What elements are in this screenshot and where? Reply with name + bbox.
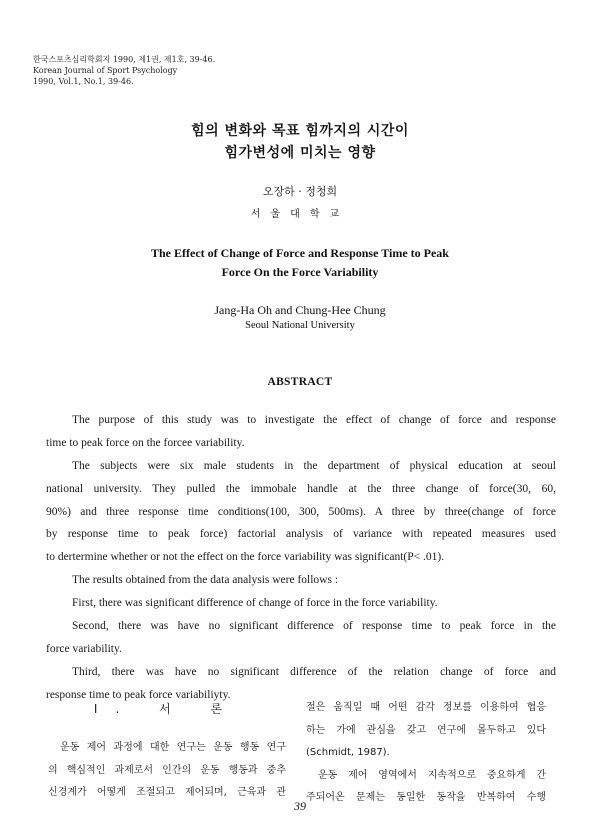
abstract-line: force variability. — [46, 642, 122, 655]
body-line: (Schmidt, 1987). — [306, 747, 390, 758]
abstract-line: 90%) and three response time conditions(100, 300, 500ms). A three by three(change of force — [46, 505, 556, 518]
body-line: 절은 움직일 때 어떤 감각 정보를 이용하여 협응 — [306, 702, 546, 713]
abstract-heading: ABSTRACT — [267, 376, 333, 388]
body-line: 운동 제어 과정에 대한 연구는 운동 행동 연구 — [60, 742, 286, 753]
english-authors: Jang-Ha Oh and Chung-Hee Chung — [214, 303, 386, 317]
abstract-line: Third, there was have no significant difference of the relation change of force and — [72, 665, 556, 678]
abstract-line: First, there was significant difference of change of force in the force variability. — [72, 597, 438, 610]
english-title — [0, 244, 600, 282]
right-column — [306, 697, 546, 810]
korean-title-line-1: 힘의 변화와 목표 힘까지의 시간이 — [191, 123, 409, 139]
korean-authors: 오장하 · 정청희 — [262, 185, 338, 198]
abstract-line: to dertermine whether or not the effect on the force variability was significant(P< .01). — [46, 551, 445, 564]
page-number: 39 — [294, 799, 306, 813]
body-line: 운동 제어 영역에서 지속적으로 중요하게 간 — [318, 769, 546, 781]
english-title-line-2: Force On the Force Variability — [221, 265, 379, 279]
left-column — [48, 697, 286, 805]
journal-name-english: Korean Journal of Sport Psychology — [33, 66, 178, 75]
body-line: 하는 가에 관심을 갖고 연구에 몰두하고 있다 — [306, 724, 546, 736]
abstract-line: by response time to peak force) factorial analysis of variance with repeated measures used — [46, 528, 556, 541]
korean-affiliation: 서울대학교 — [250, 209, 350, 220]
abstract-body — [46, 409, 556, 707]
abstract-line: The subjects were six male students in the department of physical education at seoul — [72, 459, 556, 472]
abstract-line: national university. They pulled the immobale handle at the three change of force(30, 60, — [46, 482, 556, 495]
section-spacer — [48, 721, 286, 737]
section-title-introduction: I. 서 론 — [93, 702, 241, 716]
journal-citation-korean: 한국스포츠심리학회지 1990, 제1권, 제1호, 39-46. — [33, 55, 216, 64]
korean-title — [0, 120, 600, 164]
abstract-line: The results obtained from the data analysis were follows : — [72, 574, 339, 587]
english-affiliation: Seoul National University — [245, 320, 355, 331]
abstract-line: response time to peak force variabiliyty. — [46, 688, 231, 701]
journal-header — [33, 54, 215, 87]
body-line: 주되어온 문제는 동일한 동작을 반복하여 수행 — [306, 792, 546, 803]
body-line: 신경계가 어떻게 조절되고 제어되며, 근육과 관 — [48, 787, 286, 798]
korean-title-line-2: 힘가변성에 미치는 영향 — [224, 145, 376, 161]
abstract-line: time to peak force on the forcee variability. — [46, 436, 245, 449]
abstract-line: Second, there was have no significant difference of response time to peak force in the — [72, 620, 556, 633]
english-title-line-1: The Effect of Change of Force and Response Time to Peak — [151, 246, 449, 260]
journal-volume-english: 1990, Vol.1, No.1, 39-46. — [33, 77, 134, 86]
abstract-line: The purpose of this study was to investigate the effect of change of force and response — [72, 414, 556, 426]
body-line: 의 핵심적인 과제로서 인간의 운동 행동과 중추 — [48, 764, 286, 776]
